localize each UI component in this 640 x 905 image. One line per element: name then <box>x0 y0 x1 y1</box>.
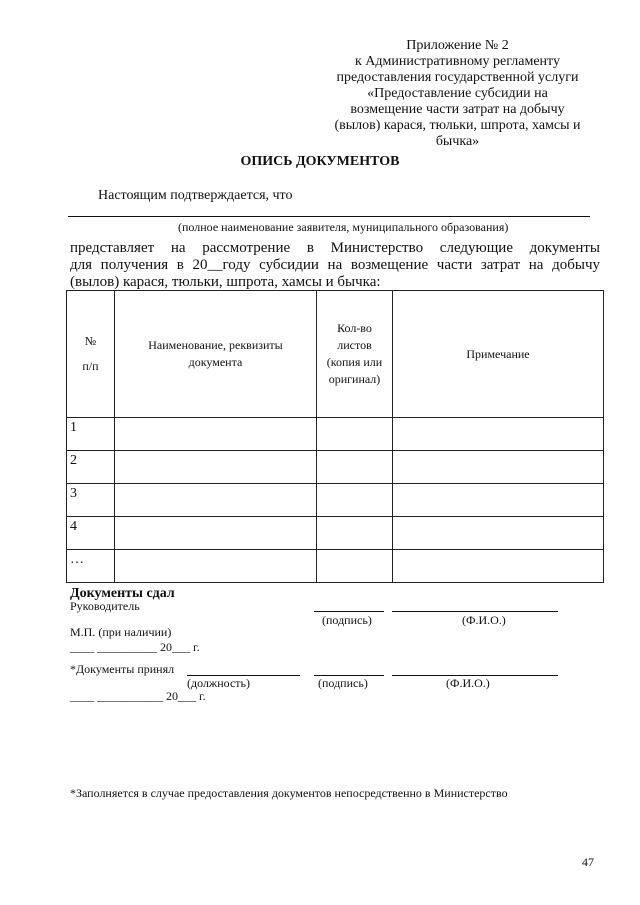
table-row <box>67 550 604 583</box>
appendix-line: «Предоставление субсидии на <box>367 86 548 101</box>
note-cell[interactable] <box>393 484 604 517</box>
document-name-cell[interactable] <box>115 550 317 583</box>
header-note: Примечание <box>393 291 604 418</box>
header-document-name: Наименование, реквизиты документа <box>115 291 317 418</box>
row-number: 2 <box>67 451 115 484</box>
note-cell[interactable] <box>393 451 604 484</box>
applicant-name-line[interactable] <box>68 216 590 217</box>
table-row <box>67 451 604 484</box>
document-name-cell[interactable] <box>115 484 317 517</box>
table-row <box>67 517 604 550</box>
table-row <box>67 484 604 517</box>
paragraph-line: для получения в 20__году субсидии на возмещение части затрат на добычу <box>70 257 600 273</box>
paragraph-line: (вылов) карася, тюльки, шпрота, хамсы и бычка: <box>70 274 381 290</box>
sheet-count-cell[interactable] <box>317 550 393 583</box>
table-header-row <box>67 291 604 418</box>
document-name-cell[interactable] <box>115 517 317 550</box>
head-fio-caption: (Ф.И.О.) <box>462 613 506 627</box>
appendix-line: Приложение № 2 <box>406 38 509 53</box>
appendix-line: предоставления государственной услуги <box>336 70 579 85</box>
table-row <box>67 418 604 451</box>
position-caption: (должность) <box>187 676 250 690</box>
stamp-label: М.П. (при наличии) <box>70 625 172 639</box>
sheet-count-cell[interactable] <box>317 484 393 517</box>
row-number: 1 <box>67 418 115 451</box>
document-title: ОПИСЬ ДОКУМЕНТОВ <box>240 154 400 169</box>
submitted-date[interactable]: ____ __________ 20___ г. <box>70 640 200 654</box>
appendix-line: (вылов) карася, тюльки, шпрота, хамсы и <box>334 118 581 133</box>
intro-text: Настоящим подтверждается, что <box>98 188 293 203</box>
applicant-caption: (полное наименование заявителя, муниципального образования) <box>178 220 509 234</box>
appendix-line: бычка» <box>435 134 480 149</box>
appendix-line: к Административному регламенту <box>355 54 560 69</box>
accepted-date[interactable]: ____ ___________ 20___ г. <box>70 689 206 703</box>
row-number: … <box>67 550 115 583</box>
sheet-count-cell[interactable] <box>317 517 393 550</box>
accepted-signature-caption: (подпись) <box>318 676 368 690</box>
note-cell[interactable] <box>393 550 604 583</box>
accepted-fio-caption: (Ф.И.О.) <box>446 676 490 690</box>
head-label: Руководитель <box>70 599 140 613</box>
row-number: 4 <box>67 517 115 550</box>
note-cell[interactable] <box>393 517 604 550</box>
document-name-cell[interactable] <box>115 451 317 484</box>
head-signature-line[interactable] <box>314 611 384 612</box>
header-number: № п/п <box>67 291 115 418</box>
head-signature-caption: (подпись) <box>322 613 372 627</box>
row-number: 3 <box>67 484 115 517</box>
footnote: *Заполняется в случае предоставления документов непосредственно в Министерство <box>70 786 508 800</box>
document-name-cell[interactable] <box>115 418 317 451</box>
sheet-count-cell[interactable] <box>317 418 393 451</box>
header-sheet-count: Кол-во листов (копия или оригинал) <box>317 291 393 418</box>
head-fio-line[interactable] <box>392 611 558 612</box>
appendix-line: возмещение части затрат на добычу <box>350 102 565 117</box>
accepted-label: *Документы принял <box>70 662 175 676</box>
submitted-heading: Документы сдал <box>70 586 175 601</box>
paragraph-line: представляет на рассмотрение в Министерство следующие документы <box>70 240 600 256</box>
documents-table <box>66 290 604 583</box>
appendix-header <box>300 38 615 150</box>
note-cell[interactable] <box>393 418 604 451</box>
sheet-count-cell[interactable] <box>317 451 393 484</box>
page-number: 47 <box>582 855 594 869</box>
